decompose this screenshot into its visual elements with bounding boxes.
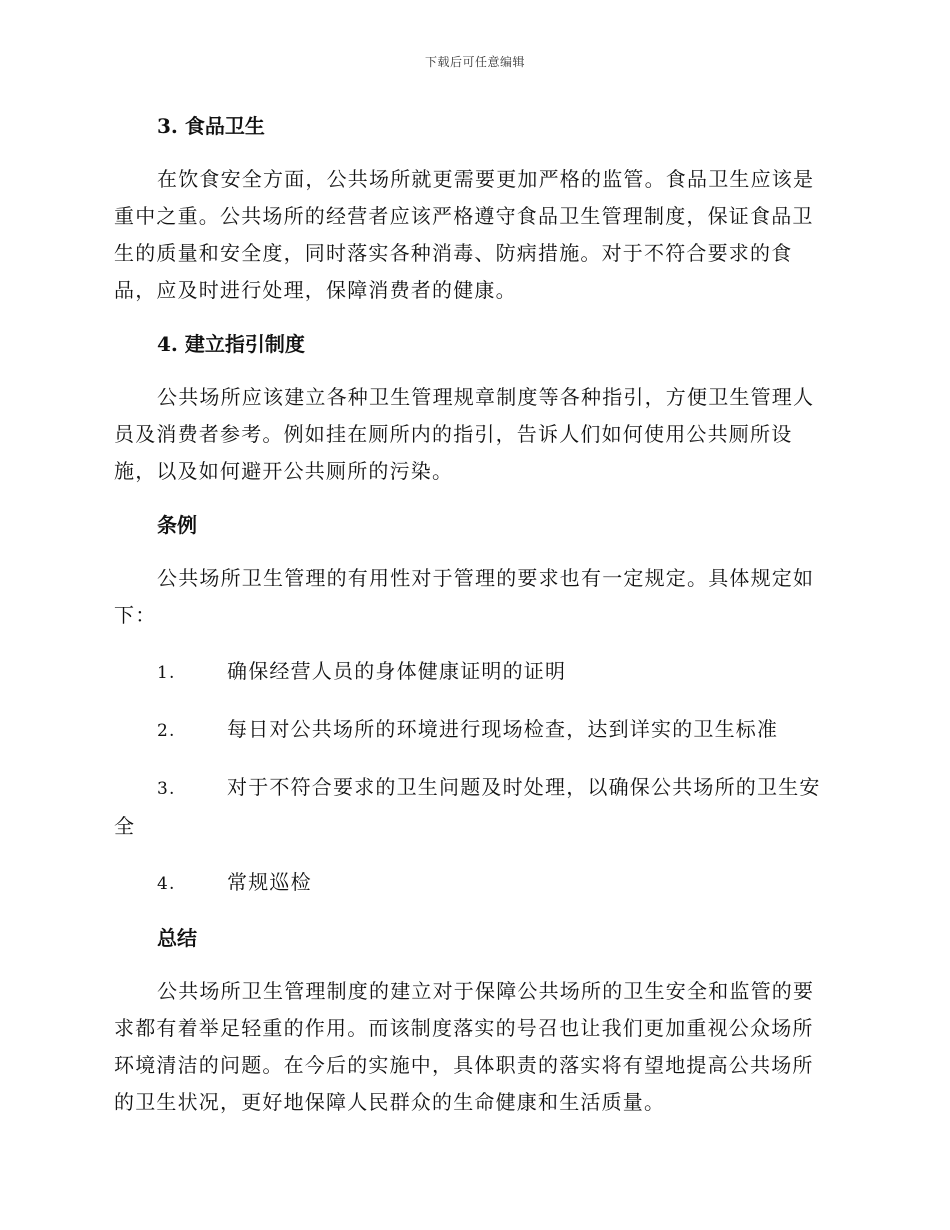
paragraph-food-hygiene: 在饮食安全方面，公共场所就更需要更加严格的监管。食品卫生应该是重中之重。公共场所的经营者应该严格遵守食品卫生管理制度，保证食品卫生的质量和安全度，同时落实各种消毒、防病措施。对于不符合要求的食品，应及时进行处理，保障消费者的健康。 <box>114 167 815 302</box>
list-item <box>114 653 834 692</box>
list-item-number: 4. <box>157 874 176 894</box>
section-heading-summary: 总结 <box>157 926 197 950</box>
section-heading-rules: 条例 <box>157 513 197 537</box>
list-item-text: 每日对公共场所的环境进行现场检查，达到详实的卫生标准 <box>227 717 779 741</box>
list-item <box>114 864 834 903</box>
document-body <box>114 108 834 1121</box>
list-item-number: 2. <box>157 721 176 741</box>
list-item <box>114 769 834 845</box>
section-heading-guidance-system: 4. 建立指引制度 <box>157 332 305 356</box>
list-item-text: 常规巡检 <box>227 870 312 894</box>
paragraph-rules-intro: 公共场所卫生管理的有用性对于管理的要求也有一定规定。具体规定如下： <box>114 566 815 627</box>
section-heading-food-hygiene: 3. 食品卫生 <box>157 114 265 138</box>
list-item <box>114 711 834 750</box>
page-header: 下载后可任意编辑 <box>424 55 525 69</box>
list-item-number: 3. <box>157 779 176 799</box>
paragraph-guidance-system: 公共场所应该建立各种卫生管理规章制度等各种指引，方便卫生管理人员及消费者参考。例如挂在厕所内的指引，告诉人们如何使用公共厕所设施，以及如何避开公共厕所的污染。 <box>114 385 815 483</box>
paragraph-summary: 公共场所卫生管理制度的建立对于保障公共场所的卫生安全和监管的要求都有着举足轻重的作用。而该制度落实的号召也让我们更加重视公众场所环境清洁的问题。在今后的实施中，具体职责的落实将有望地提高公共场所的卫生状况，更好地保障人民群众的生命健康和生活质量。 <box>114 979 815 1114</box>
list-item-number: 1. <box>157 663 176 683</box>
list-item-text: 对于不符合要求的卫生问题及时处理，以确保公共场所的卫生安全 <box>114 775 821 838</box>
list-item-text: 确保经营人员的身体健康证明的证明 <box>227 659 567 683</box>
